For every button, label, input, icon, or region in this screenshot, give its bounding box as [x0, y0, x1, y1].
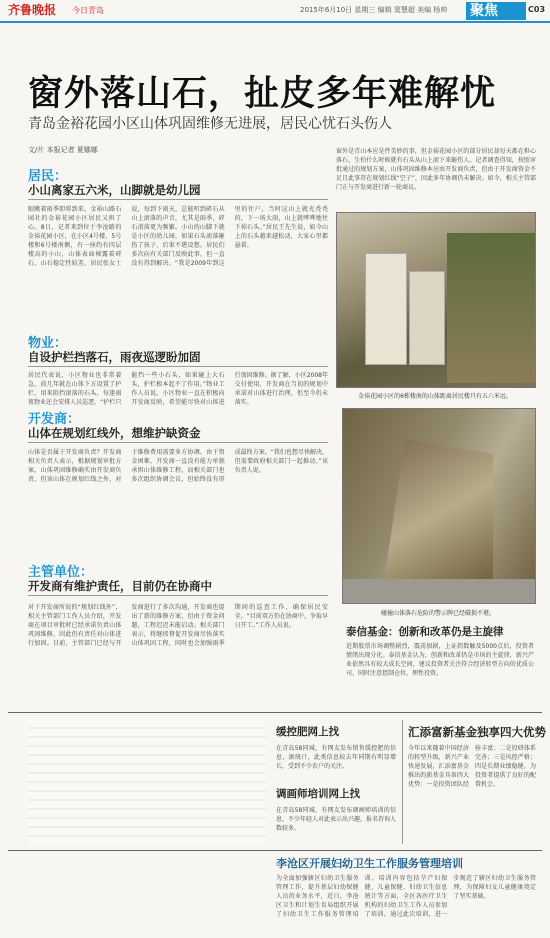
ad-fertilizer-title: 缓控肥网上找 [276, 726, 339, 738]
fund-advantage-title: 汇添富新基金独享四大优势 [408, 725, 546, 739]
fund-news-title: 泰信基金：创新和改革仍是主旋律 [346, 626, 504, 638]
section-name: 今日青岛 [72, 6, 104, 15]
ad-training-title: 调画师培训网上找 [276, 788, 360, 800]
ad-fertilizer-body: 在青岛58同城，有网友发布销售缓控肥的信息，据统计，此类信息较去年同期有明显增长，受到不少农户的关注。 [276, 745, 396, 770]
newspaper-logo: 齐鲁晚报 [8, 3, 57, 17]
focus-section-tag [466, 2, 526, 20]
article-intro: 窗外是青山本应是件美妙的事，但金裕花园小区的部分居民却每天都在担心落石，生怕什么时候就有石头从山上滚下来砸伤人。记者调查得知，按照审批通过的规划方案，山体巩固维修本应由开发商负责，但由于开发商资金不足且此事存在规划红线“空子”，因此多年协调仍未解决。如今，相关主管部门正与开发商进行新一轮商议。 [336, 148, 536, 191]
column-divider [402, 720, 403, 844]
section-property-title: 自设护栏挡落石，雨夜巡逻盼加固 [28, 350, 201, 364]
section-rule [28, 366, 328, 367]
page-number: C03 [528, 5, 546, 14]
photo-caption-rock: 碰撞山体落石危险的警示牌已经破损不堪。 [380, 610, 495, 617]
header-rule [0, 21, 550, 23]
apartment-hillside-photo [336, 212, 536, 388]
section-rule [28, 595, 328, 596]
section-authority-body: 对于开发商所说的“规划红线外”，相关主管部门工作人员介绍，开发商在项目审批时已经承诺负责山体巩固维修，因此仍有责任对山体进行加固。目前，主管部门已经与开发商进行了多次沟通，开发商也提出了新的维修方案，但由于资金问题，工程迟迟未能启动。相关部门表示，将继续督促开发商尽快落实山体巩固工程，同时也会加强雨季期间的巡查工作，确保居民安全。“目前双方仍在协商中，争取早日开工。”工作人员说。 [28, 604, 328, 647]
photo-caption-hillside: 金裕花园小区的6栋楼南的山体距离居民楼只有五六米远。 [358, 393, 512, 400]
section-residents-title: 小山离家五六米，山脚就是幼儿园 [28, 183, 201, 197]
training-news-title: 李沧区开展妇幼卫生工作服务管理培训 [276, 857, 463, 870]
article-headline: 窗外落山石，扯皮多年难解忧 [28, 73, 497, 114]
fund-news-body: 近期股票市场调整剧烈，震荡加剧，上证指数触及5000点后，投资者情绪出现分化。泰信基金认为，创新和改革仍是市场的主旋律，新兴产业依然具有较大成长空间，建议投资者关注符合经济转型方向的优质公司，同时注意控制仓位，理性投资。 [346, 643, 534, 677]
fund-advantage-body: 今年以来随着中国经济的转型升级，新兴产业快速发展，汇添富基金推出的新基金具备四大优势：一是投资团队经验丰富；二是投研体系完善；三是风控严格；四是长期业绩稳健，为投资者提供了良好的配置机会。 [408, 745, 536, 788]
section-rule [28, 199, 328, 200]
section-developer-title: 山体在规划红线外，想维护缺资金 [28, 426, 201, 440]
section-property-label: 物业： [28, 336, 68, 351]
article-subhead: 青岛金裕花园小区山体巩固维修无进展，居民心忧石头伤人 [28, 116, 392, 132]
section-developer-body: 山体是否属于开发商负责？开发商相关负责人表示，根据规划审批方案，山体巩固维修确实由开发商负责，但该山体在规划红线之外，对于维修费用需要多方协调。由于资金困难，开发商一直没有能力单独承担山体维修工程，而相关部门也多次组织协调会议，但始终没有形成最终方案。“我们也想尽快解决，但需要政府相关部门一起推动。”该负责人说。 [28, 449, 328, 483]
date-editor-meta: 2015年6月10日 星期三 编辑 窦慧超 美编 杨帅 [300, 6, 448, 14]
training-news-body: 为全面加强辖区妇幼卫生服务管理工作，提升基层妇幼保健人员的业务水平，近日，李沧区卫生和计划生育局组织开展了妇幼卫生工作服务管理培训。培训内容包括孕产妇保健、儿童保健、妇幼卫生信息统计等方面，全区各医疗卫生机构的妇幼卫生工作人员参加了培训。通过此次培训，进一步规范了辖区妇幼卫生服务管理，为保障妇女儿童健康奠定了坚实基础。 [276, 875, 536, 918]
section-divider [8, 712, 542, 713]
section-rule [28, 442, 328, 443]
focus-tag-label: 聚焦 [470, 3, 498, 19]
ad-training-body: 在青岛58同城，有网友发布调画师培训的信息，不少年轻人对此表示出兴趣，报名咨询人数较多。 [276, 807, 396, 832]
ad-placeholder-area [28, 720, 266, 844]
section-developer-label: 开发商： [28, 412, 81, 427]
rock-slope-photo [342, 408, 536, 604]
section-divider [8, 850, 542, 851]
section-residents-body: 眼瞅着雨季即将到来，金裕山路石园社的金裕花园小区居民又担了心。8日，记者来到位于李沧路的金裕花园小区，在小区4号楼、5号楼和6号楼南侧，有一座约有四层楼高的小山，山体表面裸露着碎石，山石稳定性较差。居民张女士说，每到下雨天，总能听到碎石从山上滚落的声音，尤其是雨季，碎石滑落更为频繁。小山的山脚下就是小区的幼儿园，如果石头滚落砸伤了孩子，后果不堪设想。居民们多次向有关部门反映此事，但一直没有得到解决。“我是2009年到这里的住户，当时这山上就光秃秃的，下一场大雨，山上就哗哗地往下掉石头。”居民王先生说，如今山上的石头越来越松动，大家心里都悬着。 [28, 206, 328, 267]
section-authority-label: 主管单位： [28, 565, 94, 580]
article-byline: 文/片 本报记者 夏娜娜 [28, 146, 98, 154]
section-property-body: 居民代表说，小区物业也非常着急，前几年就在山体下方设置了护栏，用来阻挡滚落的石头，每逢雨夜物业还会安排人员巡逻。“护栏只能挡一些小石头，如果碰上大石头，护栏根本起不了作用。”物业工作人员说，小区物业一直在积极向开发商反映，希望能尽快对山体进行加固维修。据了解，小区2008年交付使用，开发商在当初的规划中承诺对山体进行治理，但至今仍未落实。 [28, 372, 328, 406]
section-authority-title: 开发商有维护责任，目前仍在协商中 [28, 579, 212, 593]
section-residents-label: 居民： [28, 169, 68, 184]
